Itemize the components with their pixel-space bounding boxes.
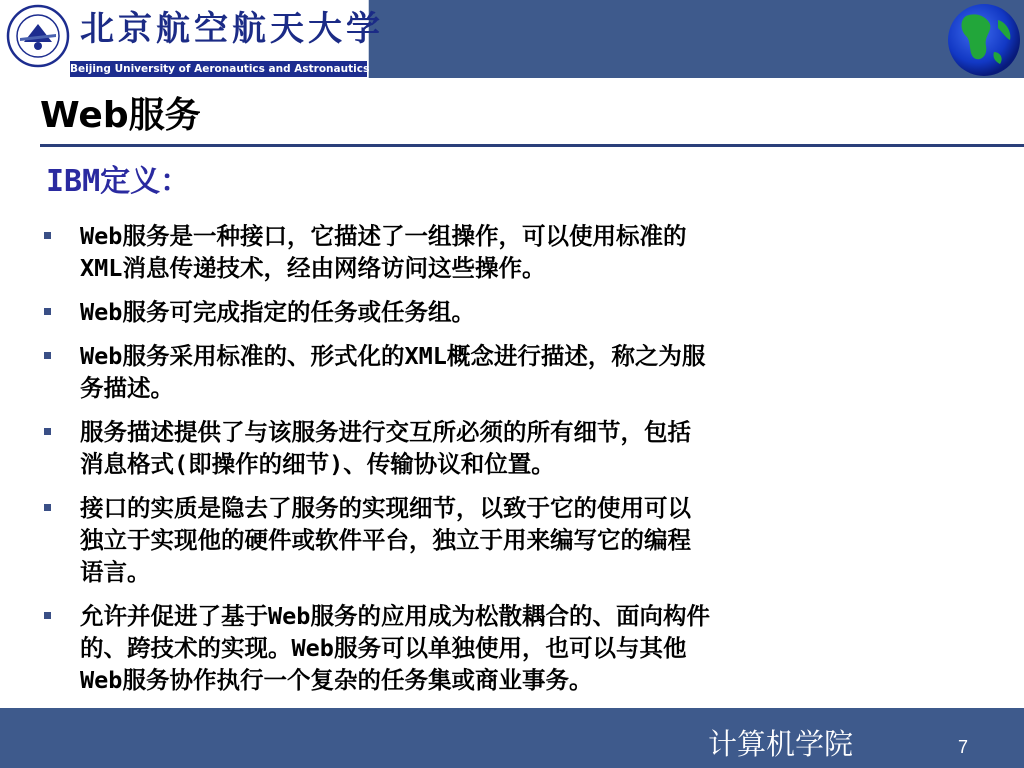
- bullet-item: [40, 492, 930, 588]
- bullet-text: Web服务采用标准的、形式化的XML概念进行描述，称之为服 务描述。: [80, 342, 706, 402]
- bullet-text: Web服务是一种接口，它描述了一组操作，可以使用标准的 XML消息传递技术，经由网络访问这些操作。: [80, 222, 687, 282]
- bullet-text: 接口的实质是隐去了服务的实现细节，以致于它的使用可以 独立于实现他的硬件或软件平台，独立于用来编写它的编程 语言。: [80, 494, 691, 586]
- bullet-item: [40, 296, 930, 328]
- bullet-square-icon: [44, 308, 51, 315]
- bullet-square-icon: [44, 232, 51, 239]
- globe-icon: [946, 2, 1022, 78]
- bullet-item: [40, 416, 930, 480]
- bullet-text: Web服务可完成指定的任务或任务组。: [80, 298, 475, 326]
- bullet-list: [40, 220, 930, 708]
- slide-title: Web服务: [40, 95, 201, 136]
- university-name-en: Beijing University of Aeronautics and Astronautics: [70, 63, 370, 75]
- section-subheading: IBM定义：: [46, 164, 191, 199]
- university-seal-icon: [6, 4, 70, 68]
- bullet-item: [40, 340, 930, 404]
- title-divider: [40, 144, 1024, 147]
- university-name-cn: 北京航空航天大学: [80, 9, 384, 49]
- bullet-text: 服务描述提供了与该服务进行交互所必须的所有细节，包括 消息格式(即操作的细节)、传输协议和位置。: [80, 418, 691, 478]
- university-logo: [0, 0, 384, 78]
- bullet-square-icon: [44, 612, 51, 619]
- bullet-square-icon: [44, 352, 51, 359]
- footer-bar: [0, 708, 1024, 768]
- bullet-item: [40, 220, 930, 284]
- page-number: 7: [958, 737, 969, 757]
- bullet-square-icon: [44, 504, 51, 511]
- bullet-square-icon: [44, 428, 51, 435]
- footer-department: 计算机学院: [708, 727, 854, 761]
- bullet-text: 允许并促进了基于Web服务的应用成为松散耦合的、面向构件 的、跨技术的实现。Web服务可以单独使用，也可以与其他 Web服务协作执行一个复杂的任务集或商业事务。: [80, 602, 710, 694]
- bullet-item: [40, 600, 930, 696]
